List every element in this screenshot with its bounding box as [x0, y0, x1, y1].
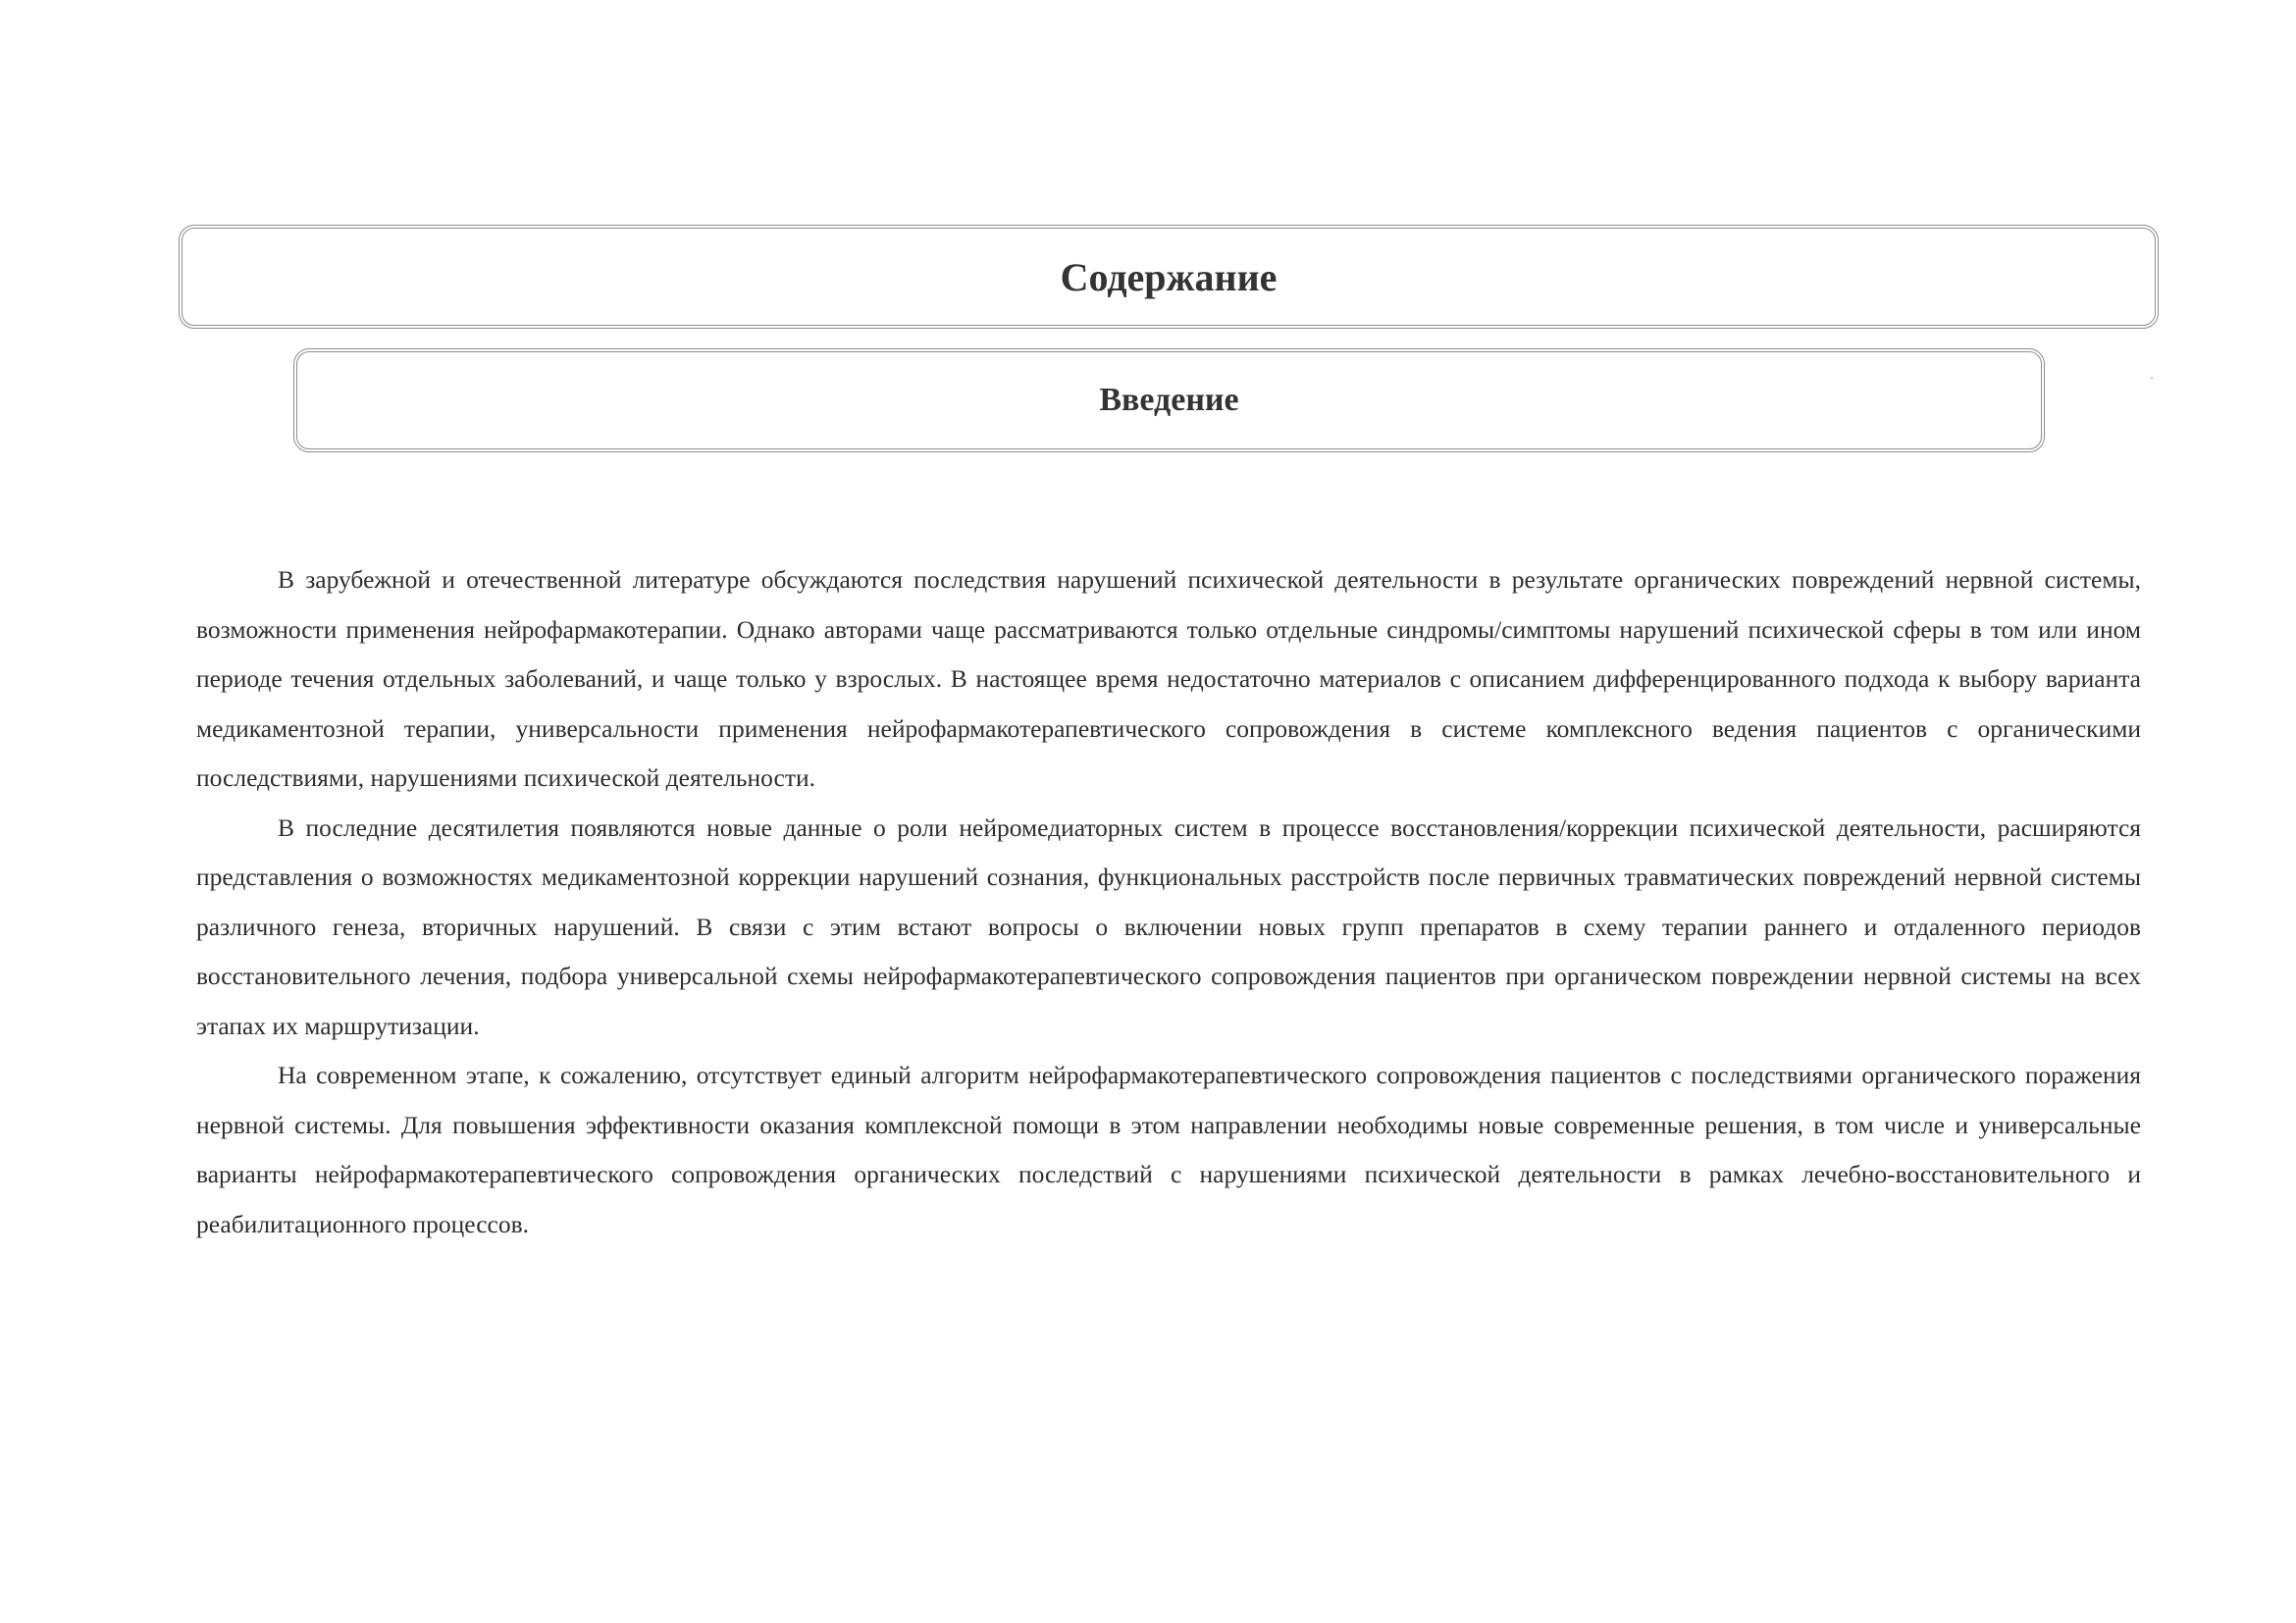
intro-body	[196, 555, 2141, 1249]
paragraph-3: На современном этапе, к сожалению, отсутствует единый алгоритм нейрофармакотерапевтического сопровождения пациентов с последствиями органического поражения нервной системы. Для повышения эффективности оказания комплексной помощи в этом направлении необходимы новые современные решения, в том числе и универсальные варианты нейрофармакотерапевтического сопровождения органических последствий с нарушениями психической деятельности в рамках лечебно-восстановительного и реабилитационного процессов.	[196, 1061, 2141, 1238]
paragraph-2: В последние десятилетия появляются новые данные о роли нейромедиаторных систем в процессе восстановления/коррекции психической деятельности, расширяются представления о возможностях медикаментозной коррекции нарушений сознания, функциональных расстройств после первичных травматических повреждений нервной системы различного генеза, вторичных нарушений. В связи с этим встают вопросы о включении новых групп препаратов в схему терапии раннего и отдаленного периодов восстановительного лечения, подбора универсальной схемы нейрофармакотерапевтического сопровождения пациентов при органическом повреждении нервной системы на всех этапах их маршрутизации.	[196, 812, 2141, 1040]
section-title: Введение	[1099, 382, 1239, 418]
paragraph-1: В зарубежной и отечественной литературе обсуждаются последствия нарушений психической деятельности в результате органических повреждений нервной системы, возможности применения нейрофармакотерапии. Однако авторами чаще рассматриваются только отдельные синдромы/симптомы нарушений психической сферы в том или ином периоде течения отдельных заболеваний, и чаще только у взрослых. В настоящее время недостаточно материалов с описанием дифференцированного подхода к выбору варианта медикаментозной терапии, универсальности применения нейрофармакотерапевтического сопровождения в системе комплексного ведения пациентов с органическими последствиями, нарушениями психической деятельности.	[196, 565, 2141, 792]
contents-title-box	[179, 225, 2159, 329]
page-title: Содержание	[1060, 254, 1278, 299]
section-title-box	[293, 348, 2045, 452]
scan-speck	[2151, 377, 2153, 379]
